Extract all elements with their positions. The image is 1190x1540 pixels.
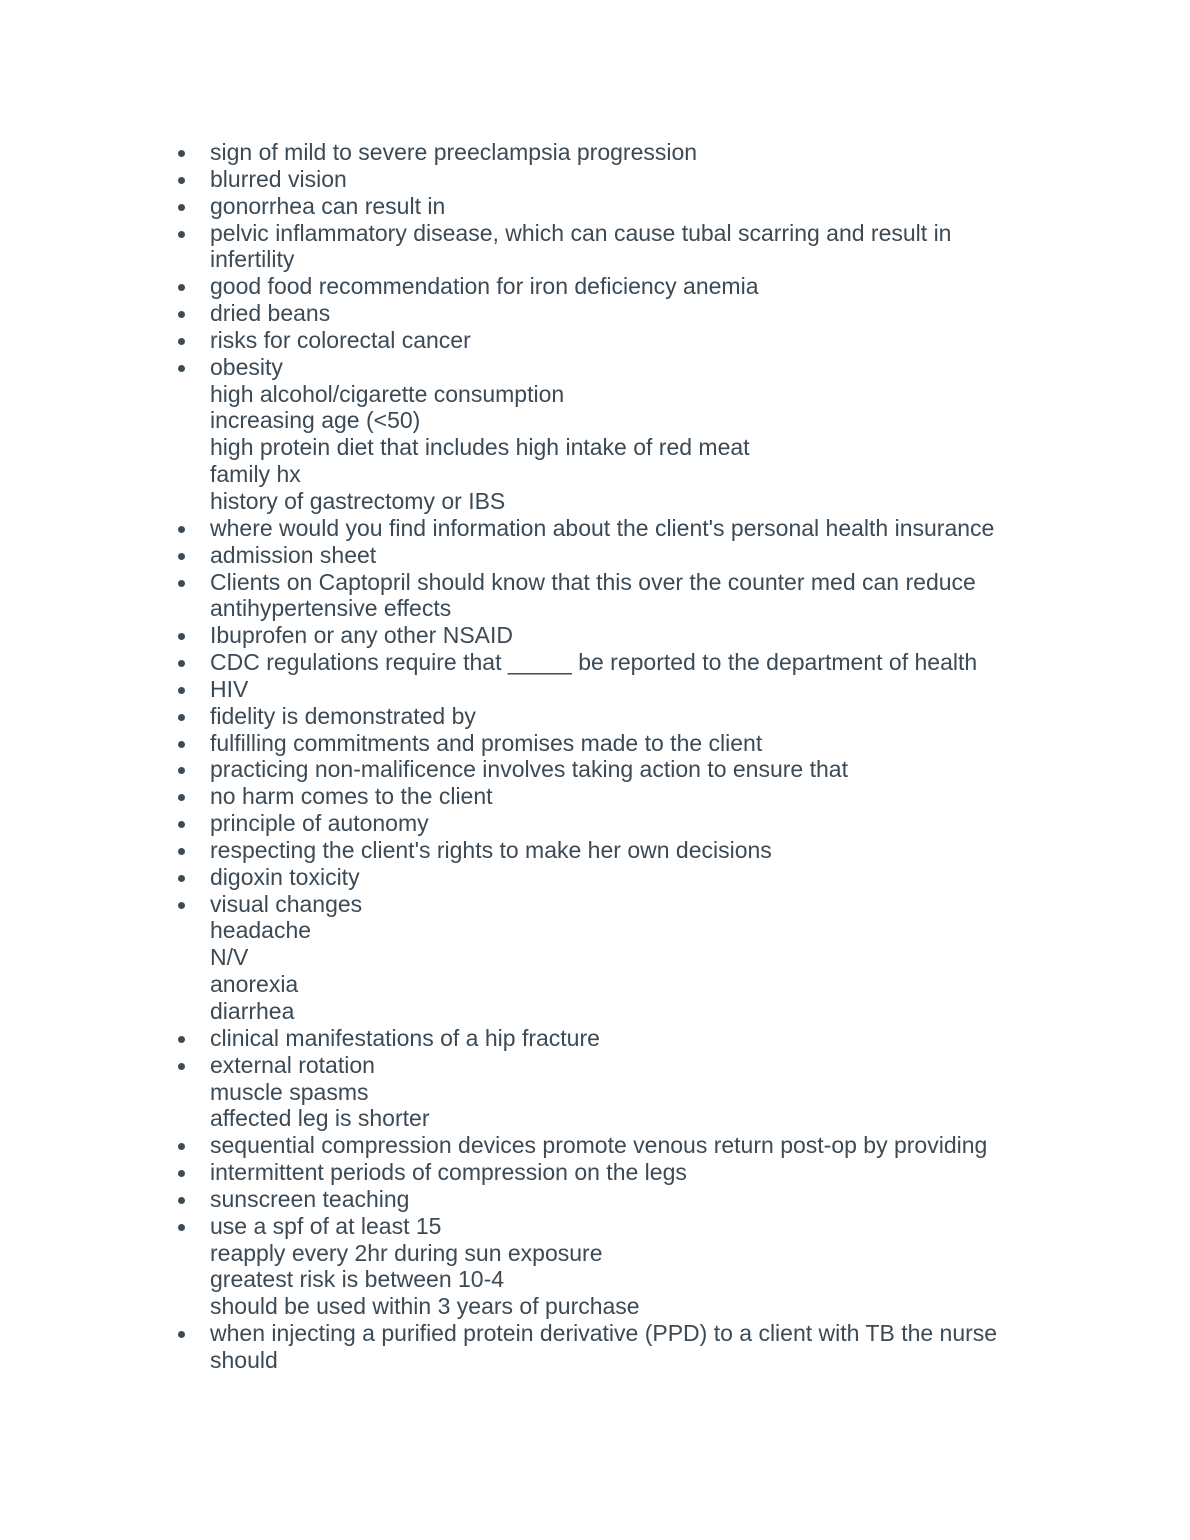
- bullet-icon: [178, 1197, 185, 1204]
- list-item: [210, 300, 1030, 327]
- list-item-text: sunscreen teaching: [210, 1185, 410, 1212]
- bullet-icon: [178, 633, 185, 640]
- list-item-text: sign of mild to severe preeclampsia progression: [210, 139, 698, 165]
- bullet-icon: [178, 848, 185, 855]
- list-item: [210, 891, 1030, 1025]
- bullet-icon: [178, 553, 185, 560]
- list-item: [210, 569, 1030, 623]
- bullet-icon: [178, 284, 185, 291]
- list-item-text: fidelity is demonstrated by: [210, 702, 476, 729]
- bullet-icon: [178, 150, 185, 157]
- list-item-text: practicing non-malificence involves taking action to ensure that: [210, 756, 848, 783]
- list-item: [210, 354, 1030, 515]
- bullet-icon: [178, 580, 185, 587]
- list-item: [210, 622, 1030, 649]
- list-item-text: where would you find information about the client's personal health insurance: [210, 514, 995, 541]
- list-item: [210, 703, 1030, 730]
- bullet-icon: [178, 741, 185, 748]
- bullet-icon: [178, 821, 185, 828]
- bullet-icon: [178, 902, 185, 909]
- bullet-icon: [178, 1331, 185, 1338]
- list-item: [210, 166, 1030, 193]
- list-item-text: intermittent periods of compression on the legs: [210, 1159, 687, 1186]
- list-item: [210, 864, 1030, 891]
- bullet-icon: [178, 526, 185, 533]
- list-item-text: CDC regulations require that _____ be reported to the department of health: [210, 649, 978, 676]
- list-item-text: risks for colorectal cancer: [210, 326, 471, 353]
- list-item: [210, 1025, 1030, 1052]
- list-item-text: HIV: [210, 675, 249, 702]
- list-item: [210, 273, 1030, 300]
- bullet-icon: [178, 875, 185, 882]
- list-item-text: gonorrhea can result in: [210, 192, 446, 219]
- list-item: [210, 649, 1030, 676]
- list-item-text: good food recommendation for iron deficiency anemia: [210, 273, 759, 300]
- list-item: [210, 1052, 1030, 1133]
- list-item-text: dried beans: [210, 300, 331, 327]
- list-item: [210, 139, 1030, 166]
- list-item: [210, 837, 1030, 864]
- list-item-text: principle of autonomy: [210, 810, 429, 837]
- list-item-text: clinical manifestations of a hip fracture: [210, 1024, 600, 1051]
- bullet-icon: [178, 231, 185, 238]
- list-item-text: obesity high alcohol/cigarette consumption increasing age (<50) high protein diet that includes high intake of red meat family hx history of gastrectomy or IBS: [210, 353, 750, 514]
- list-item-text: Ibuprofen or any other NSAID: [210, 622, 513, 649]
- list-item-text: digoxin toxicity: [210, 863, 360, 890]
- list-item: [210, 1159, 1030, 1186]
- bullet-icon: [178, 365, 185, 372]
- list-item-text: when injecting a purified protein derivative (PPD) to a client with TB the nurse should: [210, 1320, 998, 1373]
- list-item: [210, 676, 1030, 703]
- bullet-icon: [178, 767, 185, 774]
- list-item-text: use a spf of at least 15 reapply every 2hr during sun exposure greatest risk is between 10-4 should be used within 3 years of purchase: [210, 1212, 640, 1320]
- list-item: [210, 193, 1030, 220]
- list-item: [210, 515, 1030, 542]
- list-item: [210, 810, 1030, 837]
- list-item: [210, 783, 1030, 810]
- bullet-icon: [178, 204, 185, 211]
- list-item: [210, 1320, 1030, 1374]
- list-item-text: respecting the client's rights to make her own decisions: [210, 836, 772, 863]
- bullet-icon: [178, 714, 185, 721]
- list-item: [210, 1213, 1030, 1320]
- bullet-icon: [178, 1063, 185, 1070]
- list-item: [210, 1132, 1030, 1159]
- list-item: [210, 1186, 1030, 1213]
- bullet-icon: [178, 1170, 185, 1177]
- list-item-text: no harm comes to the client: [210, 783, 493, 810]
- list-item: [210, 327, 1030, 354]
- bullet-icon: [178, 1143, 185, 1150]
- bullet-icon: [178, 177, 185, 184]
- bullet-icon: [178, 660, 185, 667]
- list-item-text: fulfilling commitments and promises made to the client: [210, 729, 763, 756]
- list-item-text: pelvic inflammatory disease, which can cause tubal scarring and result in infertility: [210, 219, 952, 273]
- list-item-text: sequential compression devices promote venous return post-op by providing: [210, 1132, 988, 1159]
- list-item: [210, 730, 1030, 757]
- bullet-icon: [178, 311, 185, 318]
- list-item: [210, 756, 1030, 783]
- list-item: [210, 220, 1030, 274]
- list-item-text: admission sheet: [210, 541, 377, 568]
- list-item: [210, 542, 1030, 569]
- bullet-icon: [178, 338, 185, 345]
- bullet-icon: [178, 687, 185, 694]
- list-item-text: Clients on Captopril should know that this over the counter med can reduce antihypertensive effects: [210, 568, 976, 622]
- bullet-icon: [178, 794, 185, 801]
- list-item-text: visual changes headache N/V anorexia diarrhea: [210, 890, 363, 1024]
- list-item-text: external rotation muscle spasms affected leg is shorter: [210, 1051, 430, 1132]
- bullet-icon: [178, 1036, 185, 1043]
- bullet-icon: [178, 1224, 185, 1231]
- notes-list: [210, 139, 1030, 1374]
- list-item-text: blurred vision: [210, 165, 347, 192]
